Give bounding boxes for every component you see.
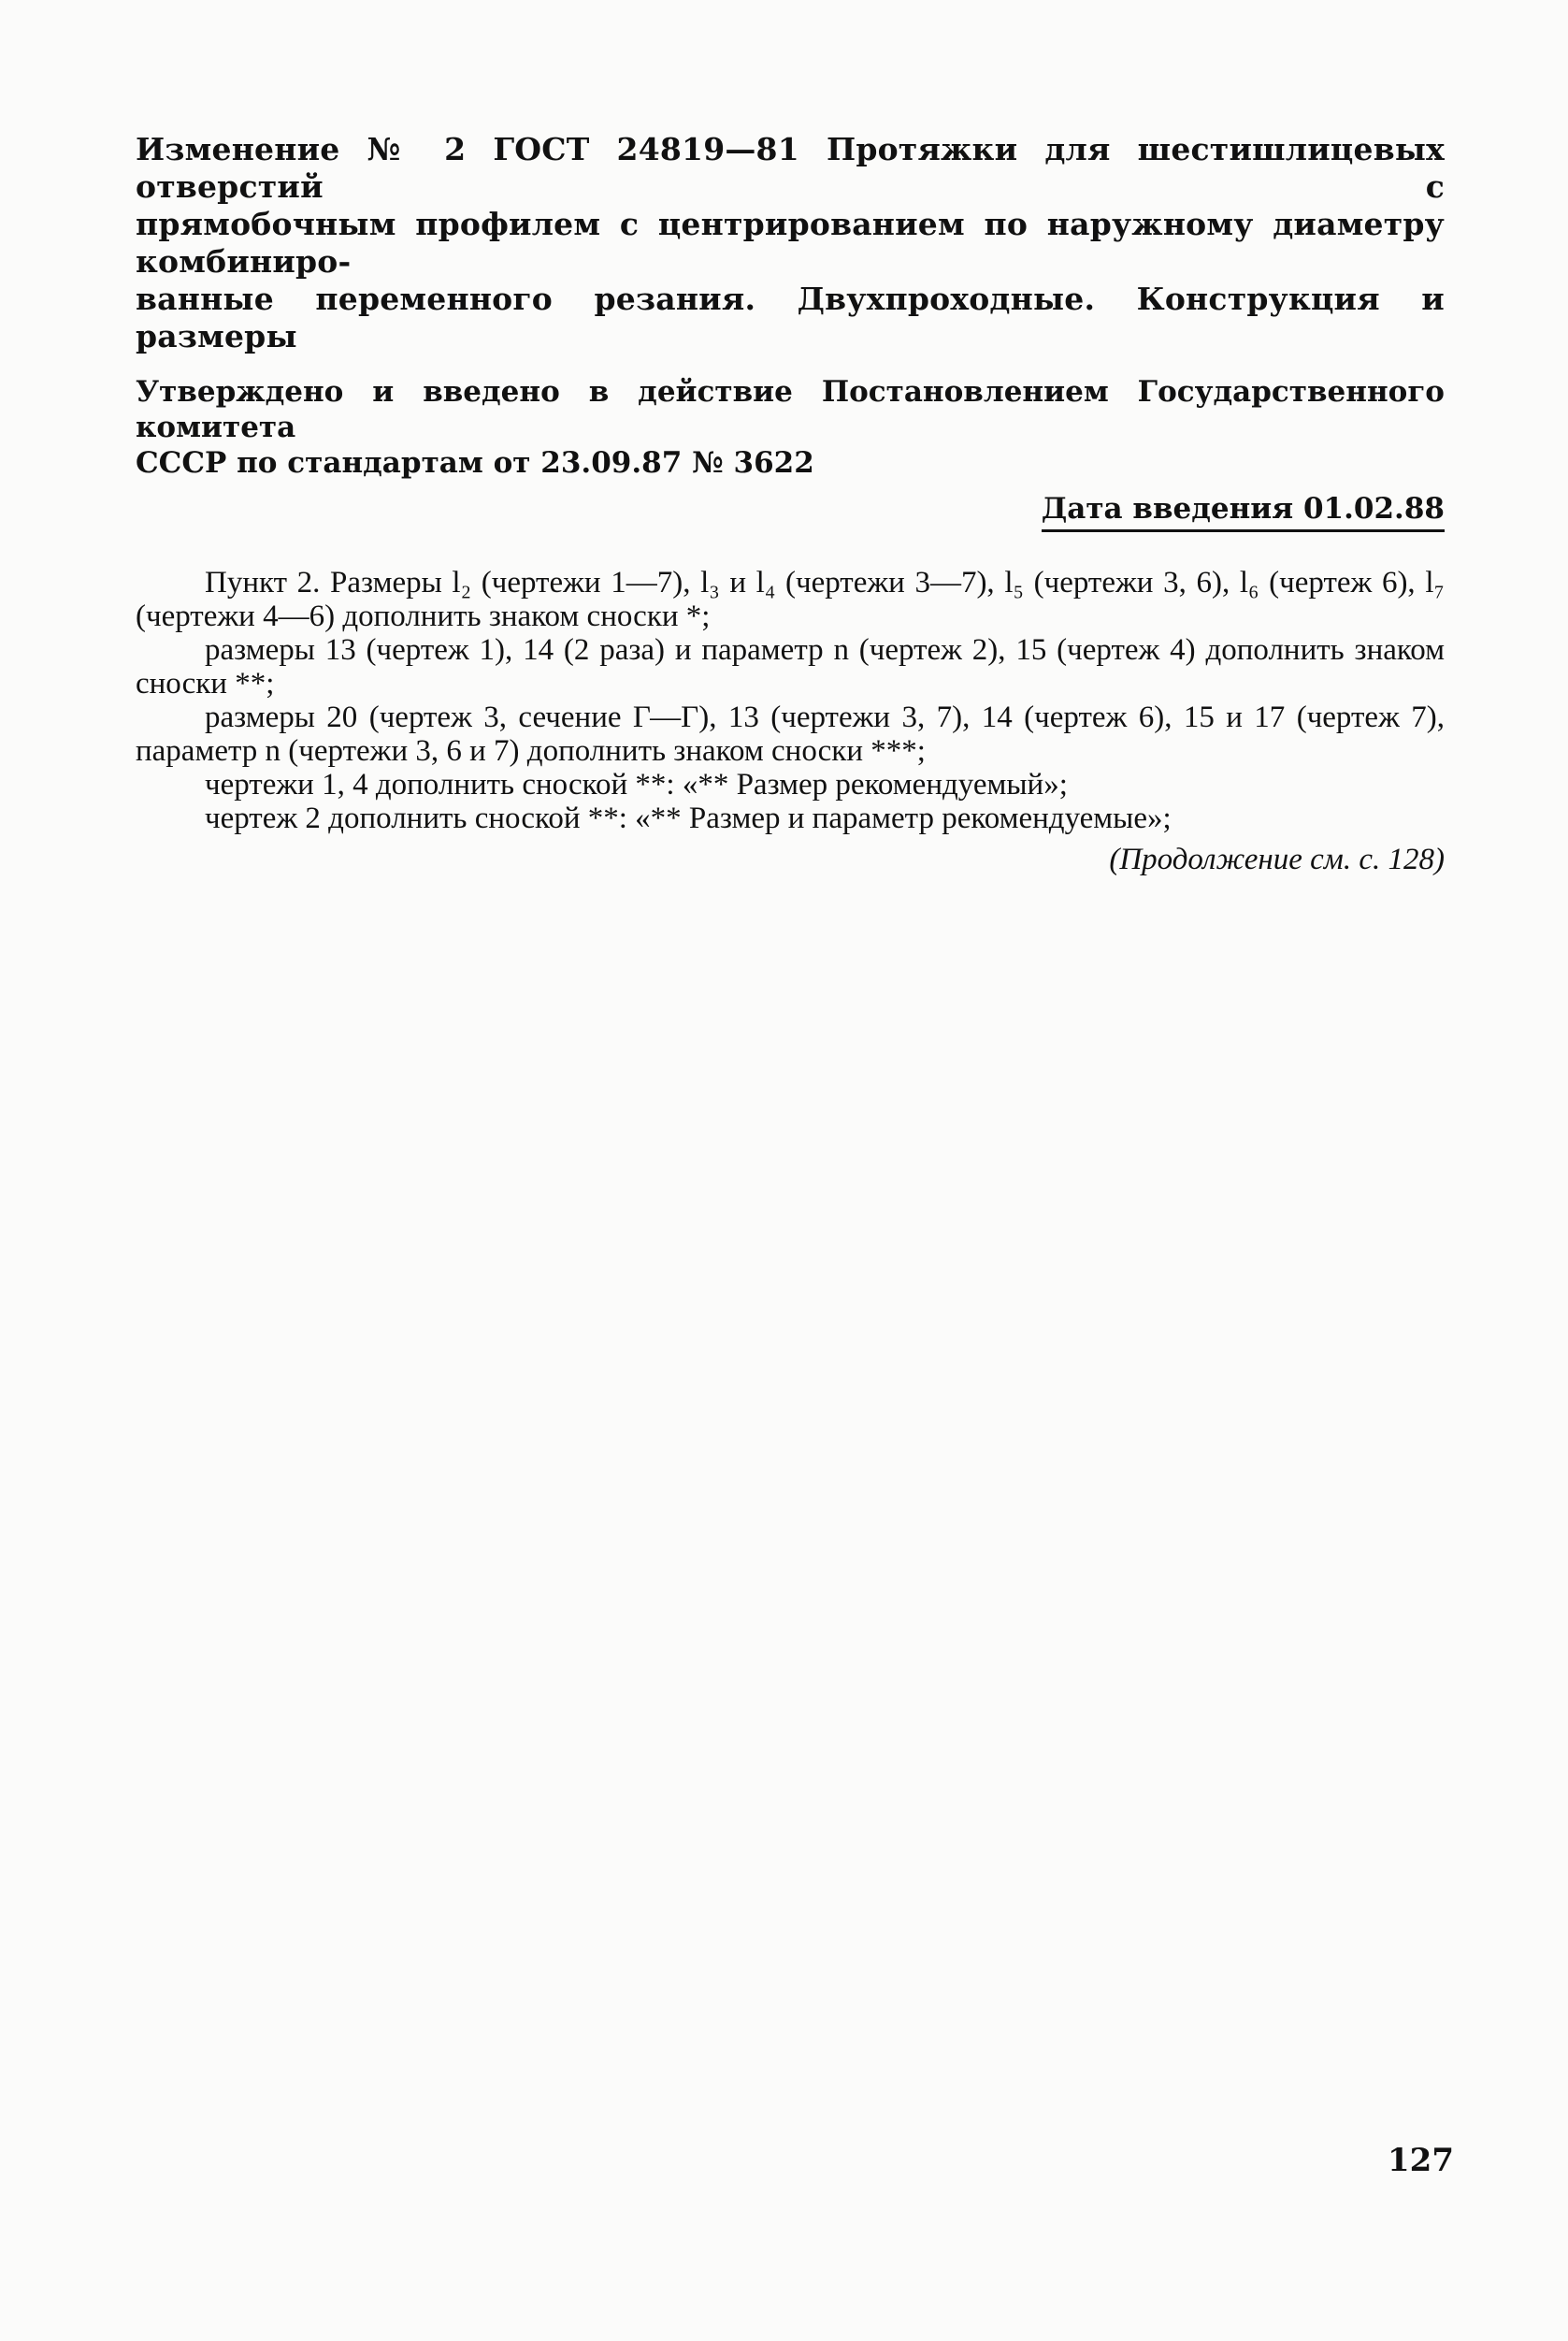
amendment-body bbox=[136, 566, 1445, 835]
paragraph: размеры 20 (чертеж 3, сечение Г—Г), 13 (чертежи 3, 7), 14 (чертеж 6), 15 и 17 (чертеж 7), параметр n (чертежи 3, 6 и 7) дополнить знаком сноски ***; bbox=[136, 701, 1445, 768]
title-line: Изменение № 2 ГОСТ 24819—81 Протяжки для шестишлицевых отверстий с bbox=[136, 131, 1445, 205]
effective-date: Дата введения 01.02.88 bbox=[1042, 490, 1445, 532]
approval-line: СССР по стандартам от 23.09.87 № 3622 bbox=[136, 446, 814, 480]
continuation-note: (Продолжение см. с. 128) bbox=[1109, 843, 1445, 876]
effective-date-row bbox=[136, 490, 1445, 532]
amendment-title bbox=[136, 131, 1445, 355]
approval-line: Утверждено и введено в действие Постановлением Государственного комитета bbox=[136, 375, 1445, 444]
page-number: 127 bbox=[1388, 2142, 1454, 2179]
title-line: ванные переменного резания. Двухпроходные. Конструкция и размеры bbox=[136, 281, 1445, 354]
paragraph: чертеж 2 дополнить сноской **: «** Размер и параметр рекомендуемые»; bbox=[205, 802, 1172, 835]
title-line: прямобочным профилем с центрированием по наружному диаметру комбиниро- bbox=[136, 206, 1445, 280]
approval-statement bbox=[136, 374, 1445, 481]
document-content bbox=[136, 131, 1445, 878]
paragraph: чертежи 1, 4 дополнить сноской **: «** Размер рекомендуемый»; bbox=[205, 768, 1068, 802]
paragraph: Пункт 2. Размеры l₂ (чертежи 1—7), l₃ и l₄ (чертежи 3—7), l₅ (чертежи 3, 6), l₆ (чертеж 6), l₇ (чертежи 4—6) дополнить знаком сноски *; bbox=[136, 566, 1445, 633]
paragraph: размеры 13 (чертеж 1), 14 (2 раза) и параметр n (чертеж 2), 15 (чертеж 4) дополнить знаком сноски **; bbox=[136, 633, 1445, 701]
